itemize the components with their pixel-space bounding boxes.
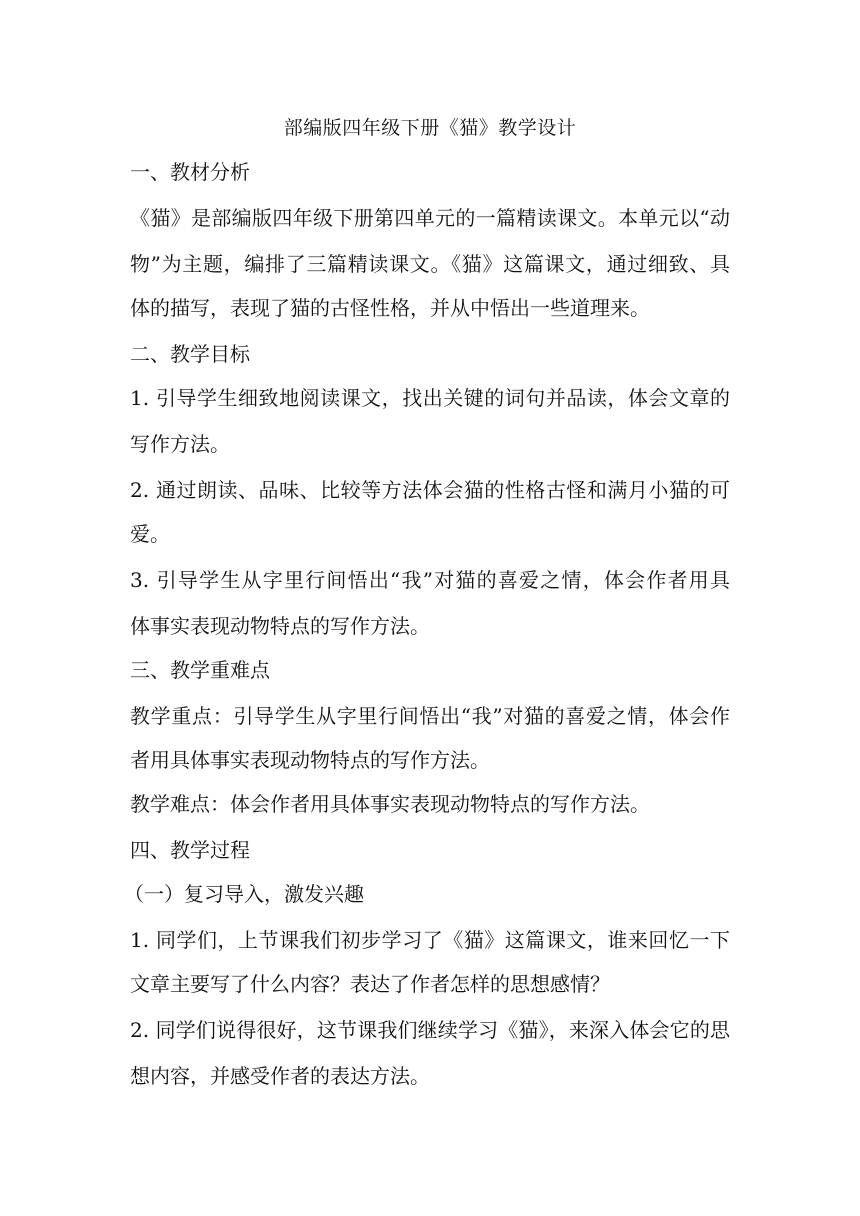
list-item-line: 写作方法。 <box>130 432 230 456</box>
paragraph-line: 《猫》是部编版四年级下册第四单元的一篇精读课文。本单元以“动 <box>130 206 730 230</box>
list-item-line: 1. 同学们，上节课我们初步学习了《猫》这篇课文，谁来回忆一下 <box>130 928 730 952</box>
list-item-line: 3. 引导学生从字里行间悟出“我”对猫的喜爱之情，体会作者用具 <box>130 568 730 592</box>
document-title: 部编版四年级下册《猫》教学设计 <box>283 117 577 139</box>
subheading-review-intro: （一）复习导入，激发兴趣 <box>124 882 364 906</box>
list-item-line: 2. 通过朗读、品味、比较等方法体会猫的性格古怪和满月小猫的可 <box>130 478 730 502</box>
list-item-line: 2. 同学们说得很好，这节课我们继续学习《猫》，来深入体会它的思 <box>130 1018 730 1042</box>
key-point-line: 者用具体事实表现动物特点的写作方法。 <box>130 748 490 772</box>
list-item-line: 想内容，并感受作者的表达方法。 <box>130 1064 430 1088</box>
list-item-line: 1. 引导学生细致地阅读课文，找出关键的词句并品读，体会文章的 <box>130 386 730 410</box>
paragraph-line: 体的描写，表现了猫的古怪性格，并从中悟出一些道理来。 <box>130 296 650 320</box>
section-heading-key-difficult-points: 三、教学重难点 <box>130 658 270 682</box>
section-heading-teaching-process: 四、教学过程 <box>130 838 250 862</box>
list-item-line: 体事实表现动物特点的写作方法。 <box>130 614 430 638</box>
key-point-line: 教学重点：引导学生从字里行间悟出“我”对猫的喜爱之情，体会作 <box>130 704 730 728</box>
section-heading-material-analysis: 一、教材分析 <box>130 160 250 184</box>
list-item-line: 文章主要写了什么内容？表达了作者怎样的思想感情？ <box>130 972 610 996</box>
paragraph-line: 物”为主题，编排了三篇精读课文。《猫》这篇课文，通过细致、具 <box>130 252 730 276</box>
list-item-line: 爱。 <box>130 522 170 546</box>
section-heading-teaching-goals: 二、教学目标 <box>130 342 250 366</box>
difficulty-line: 教学难点：体会作者用具体事实表现动物特点的写作方法。 <box>130 792 650 816</box>
